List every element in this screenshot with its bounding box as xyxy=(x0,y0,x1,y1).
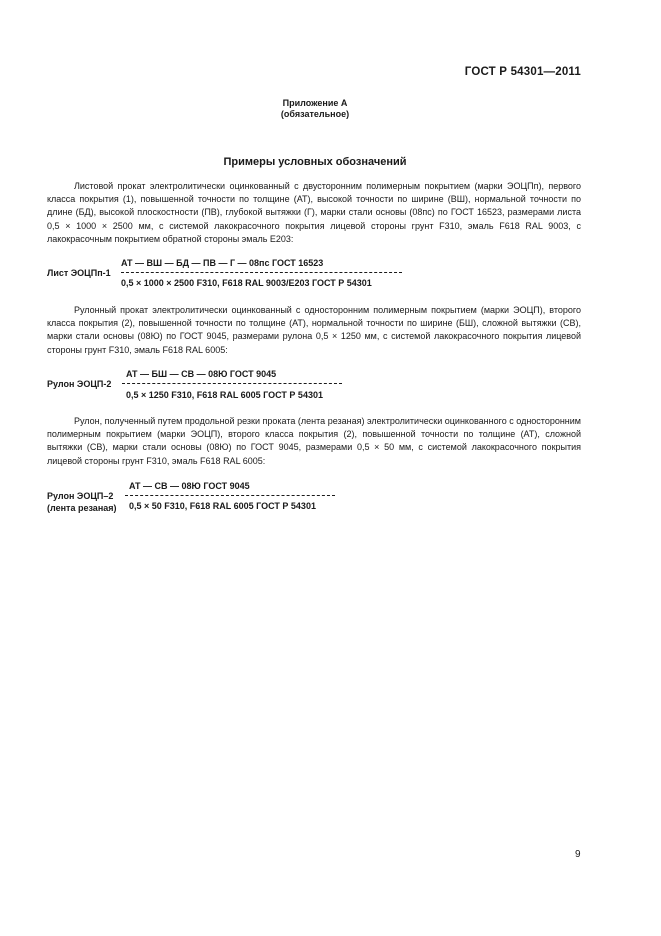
designation-denominator: 0,5 × 50 F310, F618 RAL 6005 ГОСТ Р 54301 xyxy=(129,501,316,511)
designation-numerator: АТ — БШ — СВ — 08Ю ГОСТ 9045 xyxy=(126,369,277,379)
annex-title: Приложение А xyxy=(282,98,348,108)
designation-label: Лист ЭОЦПп-1 xyxy=(47,268,111,278)
designation-label-note: (лента резаная) xyxy=(47,503,117,513)
example-1-paragraph: Листовой прокат электролитически оцинкованный с двусторонним полимерным покрытием (марки ЭОЦПп), первого класса покрытия (1), повышенной точности по толщине (АТ), высокой точности по ширине (ВШ), нормальной точности по длине (БД), высокой плоскостности (ПВ), глубокой вытяжки (Г), марки стали основы (08пс) по ГОСТ 16523, размерами листа 0,5 × 1000 × 2500 мм, с системой лакокрасочного покрытия лицевой стороны грунт F310, эмаль F618 RAL 9003, с лакокрасочным покрытием обратной стороны эмаль Е203: xyxy=(47,181,581,244)
designation-denominator: 0,5 × 1000 × 2500 F310, F618 RAL 9003/E203 ГОСТ Р 54301 xyxy=(121,278,372,288)
section-title: Примеры условных обозначений xyxy=(223,156,407,168)
designation-numerator: АТ — ВШ — БД — ПВ — Г — 08пс ГОСТ 16523 xyxy=(121,258,324,268)
designation-denominator: 0,5 × 1250 F310, F618 RAL 6005 ГОСТ Р 54301 xyxy=(126,390,323,400)
designation-numerator: АТ — СВ — 08Ю ГОСТ 9045 xyxy=(129,481,250,491)
designation-label: Рулон ЭОЦП-2 xyxy=(47,379,112,389)
document-header: ГОСТ Р 54301—2011 xyxy=(464,66,581,78)
example-3-paragraph: Рулон, полученный путем продольной резки проката (лента резаная) электролитически оцинкованного с односторонним полимерным покрытием (марки ЭОЦП), второго класса покрытия (2), повышенной точности по толщине (АТ), сложной вытяжки (СВ), марки стали основы (08Ю) по ГОСТ 9045, размерами 0,5 × 50 мм, с системой лакокрасочного покрытия лицевой стороны грунт F310, эмаль F618 RAL 6005: xyxy=(47,416,581,466)
annex-status: (обязательное) xyxy=(280,109,350,119)
designation-label: Рулон ЭОЦП–2 xyxy=(47,491,114,501)
fraction-line xyxy=(121,272,402,273)
fraction-line xyxy=(125,495,335,496)
example-2-paragraph: Рулонный прокат электролитически оцинкованный с односторонним полимерным покрытием (марки ЭОЦП), второго класса покрытия (2), повышенной точности по толщине (АТ), нормальной точности по ширине (БШ), сложной вытяжки (СВ), марки стали основы (08Ю) по ГОСТ 9045, размерами рулона 0,5 × 1250 мм, с системой лакокрасочного покрытия лицевой стороны грунт F310, эмаль F618 RAL 6005: xyxy=(47,305,581,355)
annex-heading xyxy=(0,98,630,120)
page-number: 9 xyxy=(575,849,581,860)
fraction-line xyxy=(122,383,342,384)
